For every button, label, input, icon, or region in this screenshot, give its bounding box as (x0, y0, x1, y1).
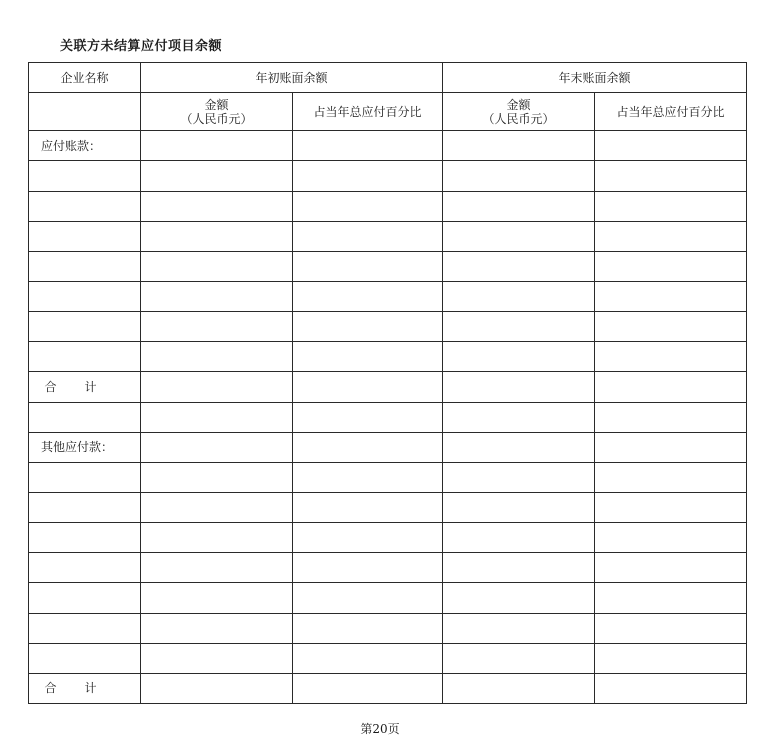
table-cell (293, 523, 443, 553)
table-cell (29, 643, 141, 673)
table-cell (293, 402, 443, 432)
table-cell (443, 402, 595, 432)
header-row-sub (29, 93, 747, 131)
total-label: 合计 (29, 372, 141, 402)
table-cell (595, 613, 747, 643)
table-cell (595, 553, 747, 583)
table-cell (141, 402, 293, 432)
table-cell (29, 191, 141, 221)
table-cell (443, 342, 595, 372)
table-cell (29, 312, 141, 342)
table-cell (29, 493, 141, 523)
table-row (29, 221, 747, 251)
table-cell (595, 251, 747, 281)
ending-percent-header: 占当年总应付百分比 (595, 93, 747, 131)
table-cell (443, 432, 595, 462)
table-cell (443, 523, 595, 553)
table-cell (443, 462, 595, 492)
table-cell (293, 221, 443, 251)
ending-balance-header: 年末账面余额 (443, 63, 747, 93)
table-cell (29, 251, 141, 281)
page-title: 关联方未结算应付项目余额 (60, 39, 223, 54)
table-cell (293, 372, 443, 402)
table-cell (293, 161, 443, 191)
table-cell (293, 131, 443, 161)
table-cell (29, 553, 141, 583)
table-cell (141, 131, 293, 161)
amount-label: 金额 (204, 97, 229, 112)
table-cell (141, 613, 293, 643)
beginning-amount-header (141, 93, 293, 131)
table-cell (595, 462, 747, 492)
table-cell (293, 462, 443, 492)
table-cell (293, 191, 443, 221)
table-cell (141, 251, 293, 281)
table-cell (443, 613, 595, 643)
table-cell (141, 462, 293, 492)
table-cell (595, 673, 747, 703)
table-cell (293, 312, 443, 342)
table-cell (595, 191, 747, 221)
table-cell (293, 493, 443, 523)
page-number: 第20页 (360, 722, 400, 736)
table-cell (29, 462, 141, 492)
table-cell (141, 673, 293, 703)
company-name-header: 企业名称 (29, 63, 141, 93)
table-cell (595, 583, 747, 613)
table-row (29, 523, 747, 553)
table-cell (443, 673, 595, 703)
table-cell (141, 282, 293, 312)
table-cell (443, 312, 595, 342)
table-cell (29, 161, 141, 191)
header-row-group (29, 63, 747, 93)
table-cell (29, 613, 141, 643)
table-cell (293, 643, 443, 673)
total-label: 合计 (29, 673, 141, 703)
table-cell (443, 643, 595, 673)
table-row (29, 161, 747, 191)
table-cell (443, 553, 595, 583)
table-row (29, 282, 747, 312)
accounts-payable-label: 应付账款： (29, 131, 141, 161)
table-cell (29, 523, 141, 553)
table-cell (443, 583, 595, 613)
amount-unit: （人民币元） (482, 111, 555, 126)
table-cell (141, 372, 293, 402)
table-row (29, 643, 747, 673)
table-row (29, 462, 747, 492)
table-cell (293, 613, 443, 643)
beginning-balance-header: 年初账面余额 (141, 63, 443, 93)
table-cell (293, 673, 443, 703)
beginning-percent-header: 占当年总应付百分比 (293, 93, 443, 131)
table-cell (141, 161, 293, 191)
table-cell (443, 372, 595, 402)
table-cell (141, 432, 293, 462)
other-payables-total-row (29, 673, 747, 703)
table-cell (443, 161, 595, 191)
other-payables-label: 其他应付款： (29, 432, 141, 462)
table-cell (595, 221, 747, 251)
table-cell (293, 282, 443, 312)
table-cell (595, 161, 747, 191)
table-cell (443, 221, 595, 251)
table-cell (443, 191, 595, 221)
table-cell (29, 282, 141, 312)
table-row (29, 402, 747, 432)
table-cell (29, 221, 141, 251)
amount-unit: （人民币元） (180, 111, 253, 126)
table-cell (141, 553, 293, 583)
table-cell (595, 493, 747, 523)
table-cell (141, 312, 293, 342)
table-cell (293, 432, 443, 462)
table-cell (595, 523, 747, 553)
table-cell (443, 131, 595, 161)
table-cell (141, 643, 293, 673)
table-row (29, 342, 747, 372)
table-cell (141, 583, 293, 613)
table-cell (595, 432, 747, 462)
table-cell (29, 583, 141, 613)
table-row (29, 493, 747, 523)
table-cell (595, 131, 747, 161)
table-row (29, 131, 747, 161)
table-cell (595, 372, 747, 402)
table-cell (293, 251, 443, 281)
table-row (29, 613, 747, 643)
table-cell (595, 282, 747, 312)
table-cell (293, 583, 443, 613)
table-cell (141, 191, 293, 221)
table-cell (293, 342, 443, 372)
table-cell (29, 402, 141, 432)
table-cell (595, 312, 747, 342)
table-cell (595, 342, 747, 372)
accounts-payable-total-row (29, 372, 747, 402)
table-cell (443, 493, 595, 523)
table-cell (141, 221, 293, 251)
company-name-header-blank (29, 93, 141, 131)
table-cell (595, 402, 747, 432)
table-cell (29, 342, 141, 372)
table-row (29, 432, 747, 462)
table-row (29, 583, 747, 613)
table-cell (141, 493, 293, 523)
table-row (29, 191, 747, 221)
table-row (29, 312, 747, 342)
table-cell (293, 553, 443, 583)
table-cell (595, 643, 747, 673)
table-cell (141, 523, 293, 553)
table-cell (443, 282, 595, 312)
ending-amount-header (443, 93, 595, 131)
table-row (29, 553, 747, 583)
table-cell (443, 251, 595, 281)
amount-label: 金额 (506, 97, 531, 112)
related-party-payables-table (28, 62, 747, 704)
table-cell (141, 342, 293, 372)
table-row (29, 251, 747, 281)
